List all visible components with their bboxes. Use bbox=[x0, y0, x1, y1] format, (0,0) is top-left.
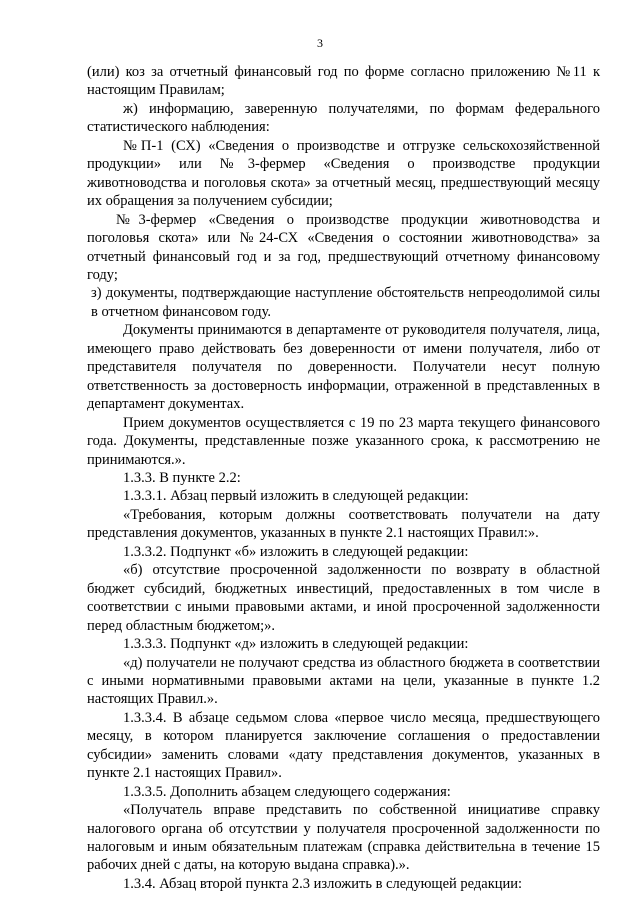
paragraph: «Получатель вправе представить по собственной инициативе справку налогового органа об отсутствии у получателя просроченной задолженности по налоговым и иным обязательным платежам (справка действительна в течение 15 рабочих дней с даты, на которую выдана справка).». bbox=[87, 802, 600, 874]
paragraph: 1.3.3.1. Абзац первый изложить в следующей редакции: bbox=[123, 488, 469, 505]
paragraph: №3-фермер «Сведения о производстве продукции животноводства и поголовья скота» или №24-СХ «Сведения о состоянии животноводства» за отчетный финансовый год и за год, предшествующий отчетному финансовому году; bbox=[87, 211, 600, 283]
paragraph: «Требования, которым должны соответствовать получатели на дату представления документов, указанных в пункте 2.1 настоящих Правил:». bbox=[87, 506, 600, 542]
paragraph: 1.3.3.2. Подпункт «б» изложить в следующей редакции: bbox=[123, 543, 469, 560]
paragraph: 1.3.3. В пункте 2.2: bbox=[123, 469, 241, 486]
document-body bbox=[87, 63, 600, 893]
paragraph: №П-1 (СХ) «Сведения о производстве и отгрузке сельскохозяйственной продукции» или №3-фермер «Сведения о производстве продукции животноводства и поголовья скота» за отчетный месяц, предшествующий месяцу их обращения за получением субсидии; bbox=[87, 137, 600, 210]
paragraph: Документы принимаются в департаменте от руководителя получателя, лица, имеющего право действовать без доверенности от имени получателя, либо от представителя получателя по доверенности. Получатели несут полную ответственность за достоверность информации, отраженной в представленных в департамент документах. bbox=[87, 322, 600, 413]
paragraph: «д) получатели не получают средства из областного бюджета в соответствии с иными нормативными правовыми актами на цели, указанные в пункте 1.2 настоящих Правил.». bbox=[87, 654, 600, 708]
paragraph: 1.3.3.3. Подпункт «д» изложить в следующей редакции: bbox=[123, 636, 469, 653]
page-number: 3 bbox=[317, 36, 323, 50]
paragraph: (или) коз за отчетный финансовый год по форме согласно приложению №11 к настоящим Правилам; bbox=[87, 64, 600, 99]
paragraph: з) документы, подтверждающие наступление обстоятельств непреодолимой силы в отчетном финансовом году. bbox=[91, 285, 600, 320]
paragraph: 1.3.3.5. Дополнить абзацем следующего содержания: bbox=[123, 783, 451, 800]
paragraph: «б) отсутствие просроченной задолженности по возврату в областной бюджет субсидий, бюджетных инвестиций, предоставленных в том числе в соответствии с иными правовыми актами, и иной просроченной задолженности перед областным бюджетом;». bbox=[87, 562, 600, 634]
paragraph: 1.3.3.4. В абзаце седьмом слова «первое число месяца, предшествующего месяцу, в котором планируется заключение соглашения о предоставлении субсидии» заменить словами «дату представления документов, указанных в пункте 2.1 настоящих Правил». bbox=[87, 709, 600, 782]
paragraph: ж) информацию, заверенную получателями, по формам федерального статистического наблюдения: bbox=[87, 100, 600, 136]
paragraph: Прием документов осуществляется с 19 по 23 марта текущего финансового года. Документы, представленные позже указанного срока, к рассмотрению не принимаются.». bbox=[87, 414, 600, 468]
paragraph: 1.3.4. Абзац второй пункта 2.3 изложить в следующей редакции: bbox=[123, 875, 523, 892]
